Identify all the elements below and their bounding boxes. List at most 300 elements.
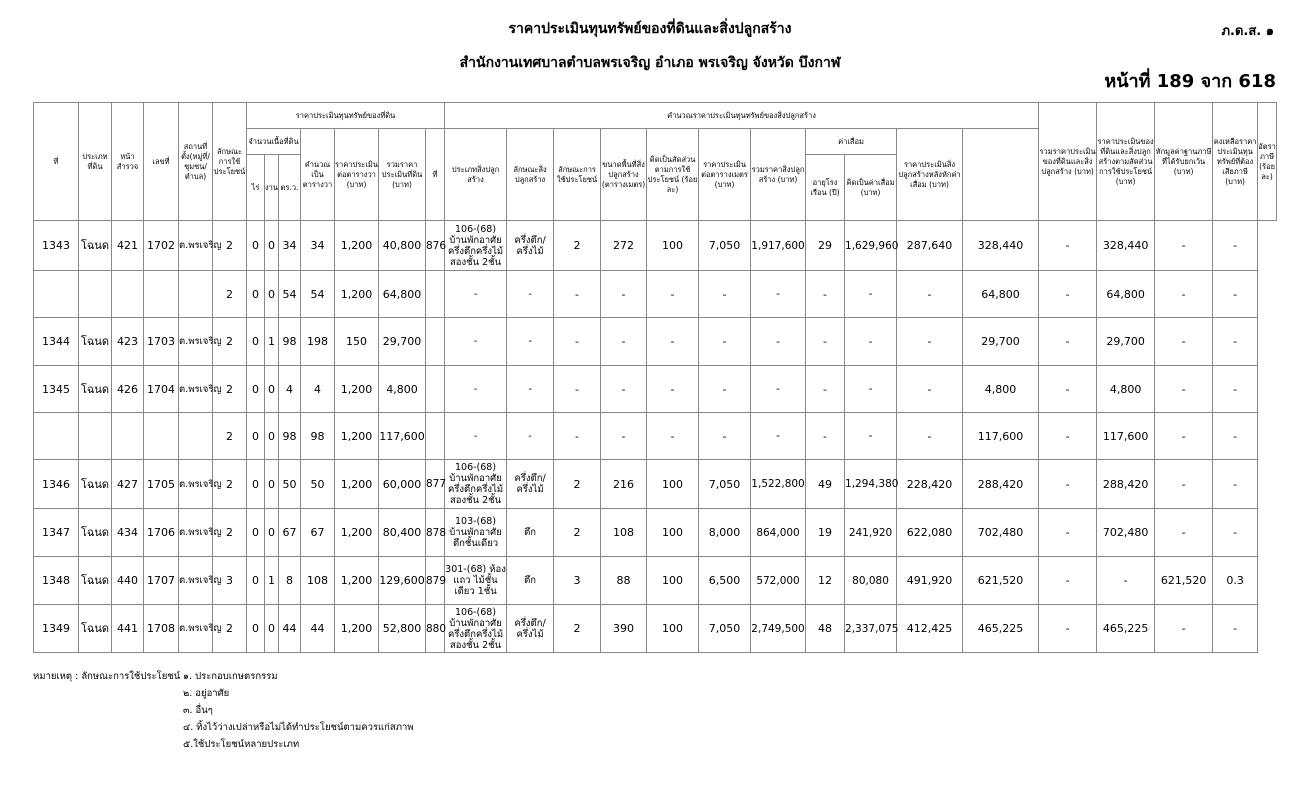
table-row bbox=[34, 605, 1277, 653]
cell-age: 12 bbox=[806, 557, 845, 605]
cell-ngan: 0 bbox=[265, 460, 279, 509]
cell-age: - bbox=[806, 413, 845, 460]
cell-use-percent: - bbox=[647, 271, 699, 318]
cell-price-per-wa: 1,200 bbox=[335, 460, 379, 509]
cell-building-char: ครึ่งตึก/ครึ่งไม้ bbox=[507, 460, 554, 509]
cell-price-per-m2: - bbox=[699, 366, 751, 413]
cell-proportional-value: - bbox=[1039, 318, 1097, 366]
cell-building-char: ตึก bbox=[507, 509, 554, 557]
cell-age: 19 bbox=[806, 509, 845, 557]
cell-rai: 0 bbox=[247, 509, 265, 557]
cell-building-area: - bbox=[601, 271, 647, 318]
cell-proportional-value: - bbox=[1039, 460, 1097, 509]
col-price-per-wa: ราคาประเมินต่อตารางวา (บาท) bbox=[335, 129, 379, 221]
col-building-area: ขนาดพื้นที่สิ่งปลูกสร้าง (ตารางเมตร) bbox=[601, 129, 647, 221]
document-subtitle: สำนักงานเทศบาลตำบลพรเจริญ อำเภอ พรเจริญ จังหวัด บึงกาฬ bbox=[459, 55, 841, 71]
cell-building-type: 106-(68) บ้านพักอาศัยครึ่งตึกครึ่งไม้สองชั้น 2ชั้น bbox=[445, 460, 507, 509]
cell-sq-wa: 108 bbox=[301, 557, 335, 605]
cell-ngan: 1 bbox=[265, 318, 279, 366]
cell-building-use: 2 bbox=[554, 605, 601, 653]
cell-building-no: 876 bbox=[426, 221, 445, 271]
col-price-per-m2: ราคาประเมินต่อตารางเมตร (บาท) bbox=[699, 129, 751, 221]
cell-building-no bbox=[426, 271, 445, 318]
group-depreciation: ค่าเสื่อม bbox=[806, 129, 897, 155]
cell-grand-total: 465,225 bbox=[963, 605, 1039, 653]
notes-label: หมายเหตุ : ลักษณะการใช้ประโยชน์ bbox=[33, 671, 181, 682]
cell-doc-no: 1704 bbox=[144, 366, 179, 413]
cell-grand-total: 328,440 bbox=[963, 221, 1039, 271]
cell-building-no: 879 bbox=[426, 557, 445, 605]
cell-building-net: 412,425 bbox=[897, 605, 963, 653]
cell-building-total: 572,000 bbox=[751, 557, 806, 605]
cell-no: 1347 bbox=[34, 509, 79, 557]
cell-depreciation: - bbox=[845, 366, 897, 413]
cell-tax-rate: - bbox=[1213, 221, 1258, 271]
cell-grand-total: 4,800 bbox=[963, 366, 1039, 413]
cell-use-percent: - bbox=[647, 366, 699, 413]
cell-building-type: - bbox=[445, 271, 507, 318]
cell-wa: 54 bbox=[279, 271, 301, 318]
cell-rai: 0 bbox=[247, 557, 265, 605]
col-land-total: รวมราคาประเมินที่ดิน (บาท) bbox=[379, 129, 426, 221]
cell-grand-total: 29,700 bbox=[963, 318, 1039, 366]
cell-age: 49 bbox=[806, 460, 845, 509]
col-land-use: ลักษณะการใช้ประโยชน์ bbox=[213, 103, 247, 221]
cell-wa: 67 bbox=[279, 509, 301, 557]
cell-tax-rate: - bbox=[1213, 271, 1258, 318]
cell-building-type: - bbox=[445, 413, 507, 460]
cell-rai: 0 bbox=[247, 605, 265, 653]
cell-tax-rate: - bbox=[1213, 413, 1258, 460]
cell-building-type: 301-(68) ห้องแถว ไม้ชั้นเดียว 1ชั้น bbox=[445, 557, 507, 605]
cell-building-total: - bbox=[751, 318, 806, 366]
table-row bbox=[34, 221, 1277, 271]
cell-price-per-m2: 7,050 bbox=[699, 221, 751, 271]
group-building-value: คำนวณราคาประเมินทุนทรัพย์ของสิ่งปลูกสร้าง bbox=[445, 103, 1039, 129]
col-building-char: ลักษณะสิ่งปลูกสร้าง bbox=[507, 129, 554, 221]
table-row bbox=[34, 509, 1277, 557]
table-row bbox=[34, 413, 1277, 460]
cell-rai: 0 bbox=[247, 460, 265, 509]
cell-no: 1345 bbox=[34, 366, 79, 413]
cell-no: 1346 bbox=[34, 460, 79, 509]
cell-building-net: - bbox=[897, 366, 963, 413]
col-building-net: ราคาประเมินสิ่งปลูกสร้างหลังหักค่าเสื่อม (บาท) bbox=[897, 129, 963, 221]
cell-building-char: - bbox=[507, 271, 554, 318]
cell-building-area: - bbox=[601, 366, 647, 413]
cell-sq-wa: 198 bbox=[301, 318, 335, 366]
cell-taxable: - bbox=[1155, 460, 1213, 509]
cell-land-total: 60,000 bbox=[379, 460, 426, 509]
group-land-value: ราคาประเมินทุนทรัพย์ของที่ดิน bbox=[247, 103, 445, 129]
cell-tax-rate: 0.3 bbox=[1213, 557, 1258, 605]
cell-sq-wa: 44 bbox=[301, 605, 335, 653]
col-sq-wa-total: คำนวณเป็นตารางวา bbox=[301, 129, 335, 221]
cell-depreciation: 80,080 bbox=[845, 557, 897, 605]
cell-age: 29 bbox=[806, 221, 845, 271]
cell-proportional-value: - bbox=[1039, 366, 1097, 413]
cell-building-net: 491,920 bbox=[897, 557, 963, 605]
cell-building-use: - bbox=[554, 366, 601, 413]
cell-wa: 50 bbox=[279, 460, 301, 509]
cell-rai: 0 bbox=[247, 318, 265, 366]
cell-building-use: - bbox=[554, 413, 601, 460]
table-row bbox=[34, 460, 1277, 509]
cell-building-area: - bbox=[601, 318, 647, 366]
cell-deduction: 117,600 bbox=[1097, 413, 1155, 460]
assessment-table bbox=[33, 102, 1277, 653]
cell-sq-wa: 50 bbox=[301, 460, 335, 509]
cell-taxable: - bbox=[1155, 271, 1213, 318]
cell-proportional-value: - bbox=[1039, 271, 1097, 318]
cell-land-type: โฉนด bbox=[79, 557, 112, 605]
cell-land-use: 2 bbox=[213, 605, 247, 653]
cell-building-use: 3 bbox=[554, 557, 601, 605]
cell-depreciation: 1,629,960 bbox=[845, 221, 897, 271]
col-land-type: ประเภทที่ดิน bbox=[79, 103, 112, 221]
cell-use-percent: 100 bbox=[647, 460, 699, 509]
cell-price-per-wa: 1,200 bbox=[335, 366, 379, 413]
cell-deduction: 64,800 bbox=[1097, 271, 1155, 318]
cell-wa: 4 bbox=[279, 366, 301, 413]
cell-grand-total: 288,420 bbox=[963, 460, 1039, 509]
cell-building-total: - bbox=[751, 366, 806, 413]
cell-survey-page bbox=[112, 271, 144, 318]
cell-deduction: - bbox=[1097, 557, 1155, 605]
cell-ngan: 0 bbox=[265, 366, 279, 413]
cell-no bbox=[34, 413, 79, 460]
col-tax-rate: อัตราภาษี (ร้อยละ) bbox=[1258, 103, 1277, 221]
cell-land-total: 29,700 bbox=[379, 318, 426, 366]
cell-rai: 0 bbox=[247, 271, 265, 318]
cell-building-net: - bbox=[897, 413, 963, 460]
cell-deduction: 4,800 bbox=[1097, 366, 1155, 413]
cell-price-per-m2: 7,050 bbox=[699, 605, 751, 653]
cell-land-type bbox=[79, 271, 112, 318]
cell-no: 1344 bbox=[34, 318, 79, 366]
cell-taxable: 621,520 bbox=[1155, 557, 1213, 605]
cell-depreciation: - bbox=[845, 271, 897, 318]
cell-building-char: ครึ่งตึก/ครึ่งไม้ bbox=[507, 221, 554, 271]
col-taxable: คงเหลือราคาประเมินทุนทรัพย์ที่ต้องเสียภาษี (บาท) bbox=[1213, 103, 1258, 221]
cell-land-use: 2 bbox=[213, 366, 247, 413]
cell-building-no bbox=[426, 366, 445, 413]
cell-building-char: ตึก bbox=[507, 557, 554, 605]
cell-building-area: 272 bbox=[601, 221, 647, 271]
group-land-area: จำนวนเนื้อที่ดิน bbox=[247, 129, 301, 155]
cell-survey-page: 440 bbox=[112, 557, 144, 605]
cell-building-use: - bbox=[554, 318, 601, 366]
col-building-use: ลักษณะการใช้ประโยชน์ bbox=[554, 129, 601, 221]
cell-taxable: - bbox=[1155, 605, 1213, 653]
cell-no bbox=[34, 271, 79, 318]
cell-building-type: - bbox=[445, 318, 507, 366]
cell-building-total: 2,749,500 bbox=[751, 605, 806, 653]
cell-land-use: 2 bbox=[213, 318, 247, 366]
note-item: ๔. ทิ้งไว้ว่างเปล่าหรือไม่ได้ทำประโยชน์ตามควรแก่สภาพ bbox=[183, 722, 414, 733]
cell-building-type: 103-(68) บ้านพักอาศัยตึกชั้นเดียว bbox=[445, 509, 507, 557]
cell-building-type: 106-(68) บ้านพักอาศัยครึ่งตึกครึ่งไม้สองชั้น 2ชั้น bbox=[445, 605, 507, 653]
cell-price-per-wa: 1,200 bbox=[335, 413, 379, 460]
cell-doc-no: 1706 bbox=[144, 509, 179, 557]
cell-price-per-m2: 8,000 bbox=[699, 509, 751, 557]
cell-rai: 0 bbox=[247, 366, 265, 413]
cell-tax-rate: - bbox=[1213, 509, 1258, 557]
cell-doc-no bbox=[144, 413, 179, 460]
cell-building-total: - bbox=[751, 413, 806, 460]
col-depreciation: คิดเป็นค่าเสื่อม (บาท) bbox=[845, 155, 897, 221]
cell-building-no: 880 bbox=[426, 605, 445, 653]
col-building-type: ประเภทสิ่งปลูกสร้าง bbox=[445, 129, 507, 221]
col-age: อายุโรงเรือน (ปี) bbox=[806, 155, 845, 221]
cell-building-total: - bbox=[751, 271, 806, 318]
cell-sq-wa: 98 bbox=[301, 413, 335, 460]
cell-survey-page: 434 bbox=[112, 509, 144, 557]
cell-doc-no: 1708 bbox=[144, 605, 179, 653]
col-building-total: รวมราคาสิ่งปลูกสร้าง (บาท) bbox=[751, 129, 806, 221]
cell-location: ต.พรเจริญ bbox=[179, 557, 213, 605]
cell-building-char: ครึ่งตึก/ครึ่งไม้ bbox=[507, 605, 554, 653]
form-code: ภ.ด.ส. ๑ bbox=[1221, 24, 1274, 39]
cell-land-total: 4,800 bbox=[379, 366, 426, 413]
cell-building-type: - bbox=[445, 366, 507, 413]
cell-doc-no bbox=[144, 271, 179, 318]
cell-land-total: 64,800 bbox=[379, 271, 426, 318]
cell-use-percent: 100 bbox=[647, 605, 699, 653]
cell-age: - bbox=[806, 318, 845, 366]
cell-depreciation: 241,920 bbox=[845, 509, 897, 557]
cell-doc-no: 1703 bbox=[144, 318, 179, 366]
cell-location: ต.พรเจริญ bbox=[179, 221, 213, 271]
col-rai: ไร่ bbox=[247, 155, 265, 221]
cell-proportional-value: - bbox=[1039, 605, 1097, 653]
cell-no: 1343 bbox=[34, 221, 79, 271]
cell-price-per-wa: 1,200 bbox=[335, 557, 379, 605]
cell-age: 48 bbox=[806, 605, 845, 653]
cell-building-no: 877 bbox=[426, 460, 445, 509]
cell-proportional-value: - bbox=[1039, 413, 1097, 460]
cell-survey-page bbox=[112, 413, 144, 460]
cell-tax-rate: - bbox=[1213, 605, 1258, 653]
cell-building-no bbox=[426, 318, 445, 366]
cell-wa: 8 bbox=[279, 557, 301, 605]
note-item: ๒. อยู่อาศัย bbox=[183, 688, 230, 699]
cell-no: 1348 bbox=[34, 557, 79, 605]
cell-proportional-value: - bbox=[1039, 221, 1097, 271]
cell-building-area: - bbox=[601, 413, 647, 460]
cell-building-total: 1,917,600 bbox=[751, 221, 806, 271]
cell-location bbox=[179, 271, 213, 318]
cell-building-use: 2 bbox=[554, 509, 601, 557]
cell-deduction: 702,480 bbox=[1097, 509, 1155, 557]
col-proportional-value: ราคาประเมินของที่ดินและสิ่งปลูกสร้างตามสัดส่วนการใช้ประโยชน์ (บาท) bbox=[1097, 103, 1155, 221]
cell-price-per-wa: 1,200 bbox=[335, 605, 379, 653]
cell-land-type: โฉนด bbox=[79, 605, 112, 653]
cell-land-total: 52,800 bbox=[379, 605, 426, 653]
cell-land-type: โฉนด bbox=[79, 318, 112, 366]
col-wa: ตร.ว. bbox=[279, 155, 301, 221]
cell-price-per-m2: - bbox=[699, 318, 751, 366]
cell-price-per-m2: 6,500 bbox=[699, 557, 751, 605]
cell-building-area: 88 bbox=[601, 557, 647, 605]
cell-land-use: 2 bbox=[213, 509, 247, 557]
col-grand-total: รวมราคาประเมินของที่ดินและสิ่งปลูกสร้าง (บาท) bbox=[1039, 103, 1097, 221]
cell-wa: 98 bbox=[279, 318, 301, 366]
cell-building-area: 216 bbox=[601, 460, 647, 509]
cell-survey-page: 423 bbox=[112, 318, 144, 366]
cell-land-type: โฉนด bbox=[79, 460, 112, 509]
cell-grand-total: 117,600 bbox=[963, 413, 1039, 460]
cell-depreciation: 2,337,075 bbox=[845, 605, 897, 653]
cell-survey-page: 427 bbox=[112, 460, 144, 509]
cell-depreciation: - bbox=[845, 413, 897, 460]
cell-building-use: 2 bbox=[554, 460, 601, 509]
cell-use-percent: - bbox=[647, 318, 699, 366]
cell-use-percent: 100 bbox=[647, 557, 699, 605]
cell-building-net: - bbox=[897, 271, 963, 318]
cell-doc-no: 1707 bbox=[144, 557, 179, 605]
cell-building-use: - bbox=[554, 271, 601, 318]
cell-grand-total: 702,480 bbox=[963, 509, 1039, 557]
cell-grand-total: 64,800 bbox=[963, 271, 1039, 318]
cell-no: 1349 bbox=[34, 605, 79, 653]
cell-location: ต.พรเจริญ bbox=[179, 366, 213, 413]
cell-rai: 0 bbox=[247, 221, 265, 271]
cell-building-no: 878 bbox=[426, 509, 445, 557]
cell-doc-no: 1705 bbox=[144, 460, 179, 509]
cell-building-net: 622,080 bbox=[897, 509, 963, 557]
cell-price-per-m2: - bbox=[699, 271, 751, 318]
cell-building-char: - bbox=[507, 366, 554, 413]
cell-land-use: 2 bbox=[213, 221, 247, 271]
cell-sq-wa: 67 bbox=[301, 509, 335, 557]
cell-price-per-wa: 1,200 bbox=[335, 509, 379, 557]
cell-building-use: 2 bbox=[554, 221, 601, 271]
table-row bbox=[34, 557, 1277, 605]
col-no: ที่ bbox=[34, 103, 79, 221]
cell-deduction: 465,225 bbox=[1097, 605, 1155, 653]
cell-age: - bbox=[806, 366, 845, 413]
note-item: ๕.ใช้ประโยชน์หลายประเภท bbox=[183, 739, 300, 750]
cell-survey-page: 441 bbox=[112, 605, 144, 653]
cell-survey-page: 421 bbox=[112, 221, 144, 271]
cell-ngan: 1 bbox=[265, 557, 279, 605]
col-ngan: งาน bbox=[265, 155, 279, 221]
cell-land-total: 117,600 bbox=[379, 413, 426, 460]
col-doc-no: เลขที่ bbox=[144, 103, 179, 221]
cell-age: - bbox=[806, 271, 845, 318]
cell-building-total: 864,000 bbox=[751, 509, 806, 557]
cell-wa: 44 bbox=[279, 605, 301, 653]
cell-building-net: 228,420 bbox=[897, 460, 963, 509]
cell-price-per-m2: - bbox=[699, 413, 751, 460]
cell-land-type: โฉนด bbox=[79, 509, 112, 557]
cell-wa: 98 bbox=[279, 413, 301, 460]
cell-building-area: 108 bbox=[601, 509, 647, 557]
cell-ngan: 0 bbox=[265, 509, 279, 557]
table-row bbox=[34, 318, 1277, 366]
cell-taxable: - bbox=[1155, 413, 1213, 460]
cell-ngan: 0 bbox=[265, 605, 279, 653]
cell-price-per-wa: 150 bbox=[335, 318, 379, 366]
cell-deduction: 29,700 bbox=[1097, 318, 1155, 366]
cell-location bbox=[179, 413, 213, 460]
cell-survey-page: 426 bbox=[112, 366, 144, 413]
cell-land-use: 2 bbox=[213, 413, 247, 460]
cell-use-percent: - bbox=[647, 413, 699, 460]
note-item: ๓. อื่นๆ bbox=[183, 705, 213, 716]
table-row bbox=[34, 271, 1277, 318]
cell-sq-wa: 34 bbox=[301, 221, 335, 271]
cell-deduction: 328,440 bbox=[1097, 221, 1155, 271]
cell-proportional-value: - bbox=[1039, 509, 1097, 557]
cell-rai: 0 bbox=[247, 413, 265, 460]
cell-location: ต.พรเจริญ bbox=[179, 509, 213, 557]
cell-building-area: 390 bbox=[601, 605, 647, 653]
cell-taxable: - bbox=[1155, 221, 1213, 271]
cell-land-use: 2 bbox=[213, 460, 247, 509]
cell-ngan: 0 bbox=[265, 221, 279, 271]
cell-wa: 34 bbox=[279, 221, 301, 271]
table-row bbox=[34, 366, 1277, 413]
cell-depreciation: 1,294,380 bbox=[845, 460, 897, 509]
cell-sq-wa: 4 bbox=[301, 366, 335, 413]
col-deduction: หักมูลค่าฐานภาษีที่ได้รับยกเว้น (บาท) bbox=[1155, 103, 1213, 221]
cell-location: ต.พรเจริญ bbox=[179, 318, 213, 366]
note-item: ๑. ประกอบเกษตรกรรม bbox=[183, 671, 278, 682]
cell-building-type: 106-(68) บ้านพักอาศัยครึ่งตึกครึ่งไม้สองชั้น 2ชั้น bbox=[445, 221, 507, 271]
cell-tax-rate: - bbox=[1213, 318, 1258, 366]
cell-land-use: 2 bbox=[213, 271, 247, 318]
cell-building-char: - bbox=[507, 413, 554, 460]
cell-taxable: - bbox=[1155, 509, 1213, 557]
cell-building-net: 287,640 bbox=[897, 221, 963, 271]
cell-price-per-wa: 1,200 bbox=[335, 271, 379, 318]
cell-building-char: - bbox=[507, 318, 554, 366]
cell-building-no bbox=[426, 413, 445, 460]
cell-price-per-m2: 7,050 bbox=[699, 460, 751, 509]
cell-deduction: 288,420 bbox=[1097, 460, 1155, 509]
cell-building-net: - bbox=[897, 318, 963, 366]
notes-section bbox=[33, 668, 414, 753]
cell-grand-total: 621,520 bbox=[963, 557, 1039, 605]
cell-use-percent: 100 bbox=[647, 509, 699, 557]
cell-price-per-wa: 1,200 bbox=[335, 221, 379, 271]
cell-land-type: โฉนด bbox=[79, 221, 112, 271]
cell-proportional-value: - bbox=[1039, 557, 1097, 605]
cell-tax-rate: - bbox=[1213, 366, 1258, 413]
cell-location: ต.พรเจริญ bbox=[179, 605, 213, 653]
cell-use-percent: 100 bbox=[647, 221, 699, 271]
cell-land-total: 40,800 bbox=[379, 221, 426, 271]
cell-depreciation: - bbox=[845, 318, 897, 366]
cell-building-total: 1,522,800 bbox=[751, 460, 806, 509]
col-use-percent: คิดเป็นสัดส่วนตามการใช้ประโยชน์ (ร้อยละ) bbox=[647, 129, 699, 221]
cell-sq-wa: 54 bbox=[301, 271, 335, 318]
page-indicator: หน้าที่ 189 จาก 618 bbox=[1104, 71, 1276, 92]
col-building-no: ที่ bbox=[426, 129, 445, 221]
cell-land-total: 129,600 bbox=[379, 557, 426, 605]
cell-land-use: 3 bbox=[213, 557, 247, 605]
document-title: ราคาประเมินทุนทรัพย์ของที่ดินและสิ่งปลูกสร้าง bbox=[508, 21, 792, 37]
col-survey-page: หน้าสำรวจ bbox=[112, 103, 144, 221]
cell-taxable: - bbox=[1155, 366, 1213, 413]
cell-location: ต.พรเจริญ bbox=[179, 460, 213, 509]
cell-ngan: 0 bbox=[265, 271, 279, 318]
cell-doc-no: 1702 bbox=[144, 221, 179, 271]
cell-land-total: 80,400 bbox=[379, 509, 426, 557]
cell-taxable: - bbox=[1155, 318, 1213, 366]
